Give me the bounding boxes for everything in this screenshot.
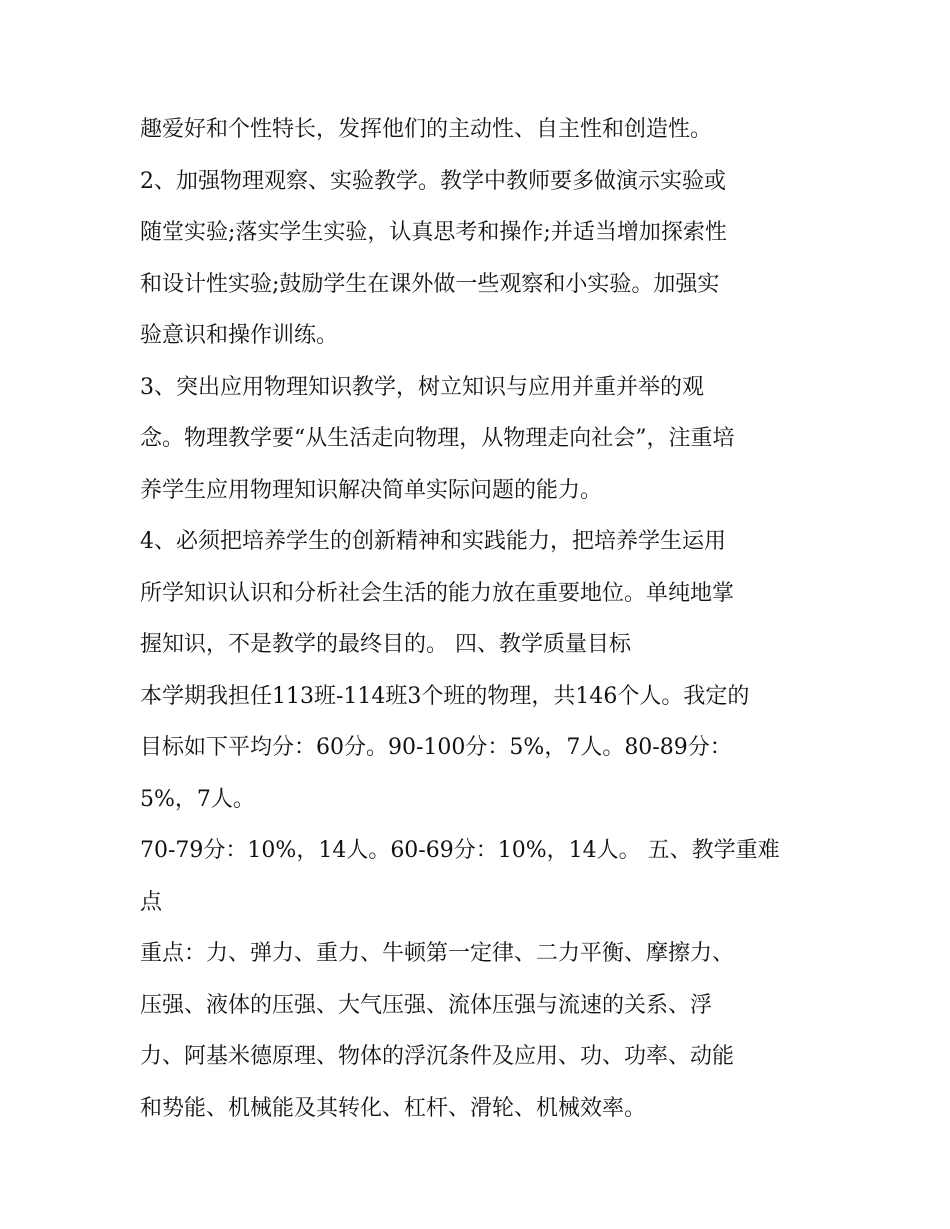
text-line: 3、突出应用物理知识教学，树立知识与应用并重并举的观 [140, 374, 704, 400]
text-line: 随堂实验;落实学生实验，认真思考和操作;并适当增加探索性 [140, 220, 727, 245]
text-line: 重点：力、弹力、重力、牛顿第一定律、二力平衡、摩擦力、 [140, 941, 735, 966]
text-line: 2、加强物理观察、实验教学。教学中教师要多做演示实验或 [140, 168, 726, 194]
text-line: 念。物理教学要“从生活走向物理，从物理走向社会”，注重培 [140, 426, 735, 451]
text-line: 压强、液体的压强、大气压强、流体压强与流速的关系、浮 [140, 992, 713, 1018]
text-line: 和势能、机械能及其转化、杠杆、滑轮、机械效率。 [140, 1095, 647, 1121]
text-line: 所学知识认识和分析社会生活的能力放在重要地位。单纯地掌 [140, 580, 735, 606]
text-line: 验意识和操作训练。 [140, 323, 339, 348]
text-line: 趣爱好和个性特长，发挥他们的主动性、自主性和创造性。 [140, 117, 713, 142]
text-line: 点 [140, 889, 163, 915]
text-line: 力、阿基米德原理、物体的浮沉条件及应用、功、功率、动能 [140, 1044, 735, 1069]
text-line: 养学生应用物理知识解决简单实际问题的能力。 [140, 477, 603, 503]
text-line: 4、必须把培养学生的创新精神和实践能力，把培养学生运用 [140, 529, 726, 554]
text-line: 目标如下平均分：60分。90-100分：5%，7人。80-89分： [140, 735, 732, 760]
document-body [140, 108, 830, 1138]
text-line: 和设计性实验;鼓励学生在课外做一些观察和小实验。加强实 [140, 271, 720, 297]
text-line: 握知识，不是教学的最终目的。 四、教学质量目标 [140, 632, 631, 657]
text-line: 5%，7人。 [140, 786, 255, 812]
text-line: 70-79分：10%，14人。60-69分：10%，14人。 五、教学重难 [140, 838, 780, 863]
text-line: 本学期我担任113班-114班3个班的物理，共146个人。我定的 [140, 683, 750, 709]
